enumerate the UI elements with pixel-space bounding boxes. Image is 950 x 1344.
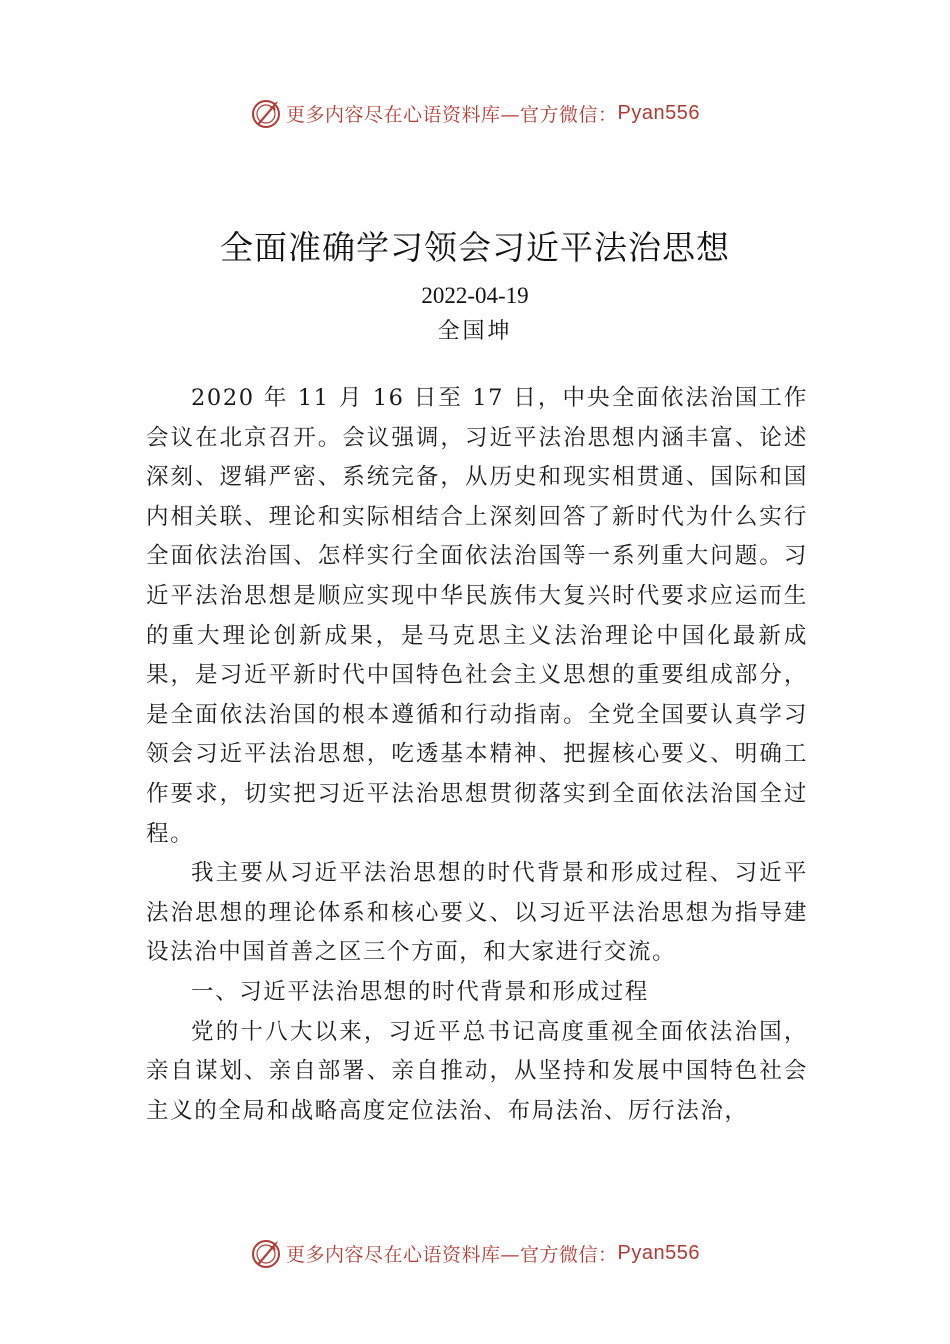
watermark-wechat-id: Pyan556 (617, 101, 700, 124)
watermark-header (0, 96, 950, 130)
quill-pen-seal-icon (250, 1237, 282, 1269)
watermark-footer (0, 1236, 950, 1270)
document-title: 全面准确学习领会习近平法治思想 (220, 228, 730, 267)
document-date: 2022-04-19 (421, 283, 529, 308)
watermark-wechat-id: Pyan556 (617, 1241, 700, 1264)
quill-pen-seal-icon (250, 97, 282, 129)
paragraph-3: 党的十八大以来，习近平总书记高度重视全面依法治国，亲自谋划、亲自部署、亲自推动，从坚持和发展中国特色社会主义的全局和战略高度定位法治、布局法治、厉行法治， (146, 1018, 808, 1124)
paragraph-2: 我主要从习近平法治思想的时代背景和形成过程、习近平法治思想的理论体系和核心要义、以习近平法治思想为指导建设法治中国首善之区三个方面，和大家进行交流。 (146, 860, 808, 966)
section-heading-1: 一、习近平法治思想的时代背景和形成过程 (191, 978, 649, 1005)
paragraph-1: 2020 年 11 月 16 日至 17 日，中央全面依法治国工作会议在北京召开。会议强调，习近平法治思想内涵丰富、论述深刻、逻辑严密、系统完备，从历史和现实相贯通、国际和国内相关联、理论和实际相结合上深刻回答了新时代为什么实行全面依法治国、怎样实行全面依法治国等一系列重大问题。习近平法治思想是顺应实现中华民族伟大复兴时代要求应运而生的重大理论创新成果，是马克思主义法治理论中国化最新成果，是习近平新时代中国特色社会主义思想的重要组成部分，是全面依法治国的根本遵循和行动指南。全党全国要认真学习领会习近平法治思想，吃透基本精神、把握核心要义、明确工作要求，切实把习近平法治思想贯彻落实到全面依法治国全过程。 (146, 385, 808, 847)
document-author: 全国坤 (437, 319, 513, 344)
document-body (146, 379, 808, 1131)
watermark-text: 更多内容尽在心语资料库—官方微信： (286, 103, 618, 126)
watermark-text: 更多内容尽在心语资料库—官方微信： (286, 1243, 618, 1266)
